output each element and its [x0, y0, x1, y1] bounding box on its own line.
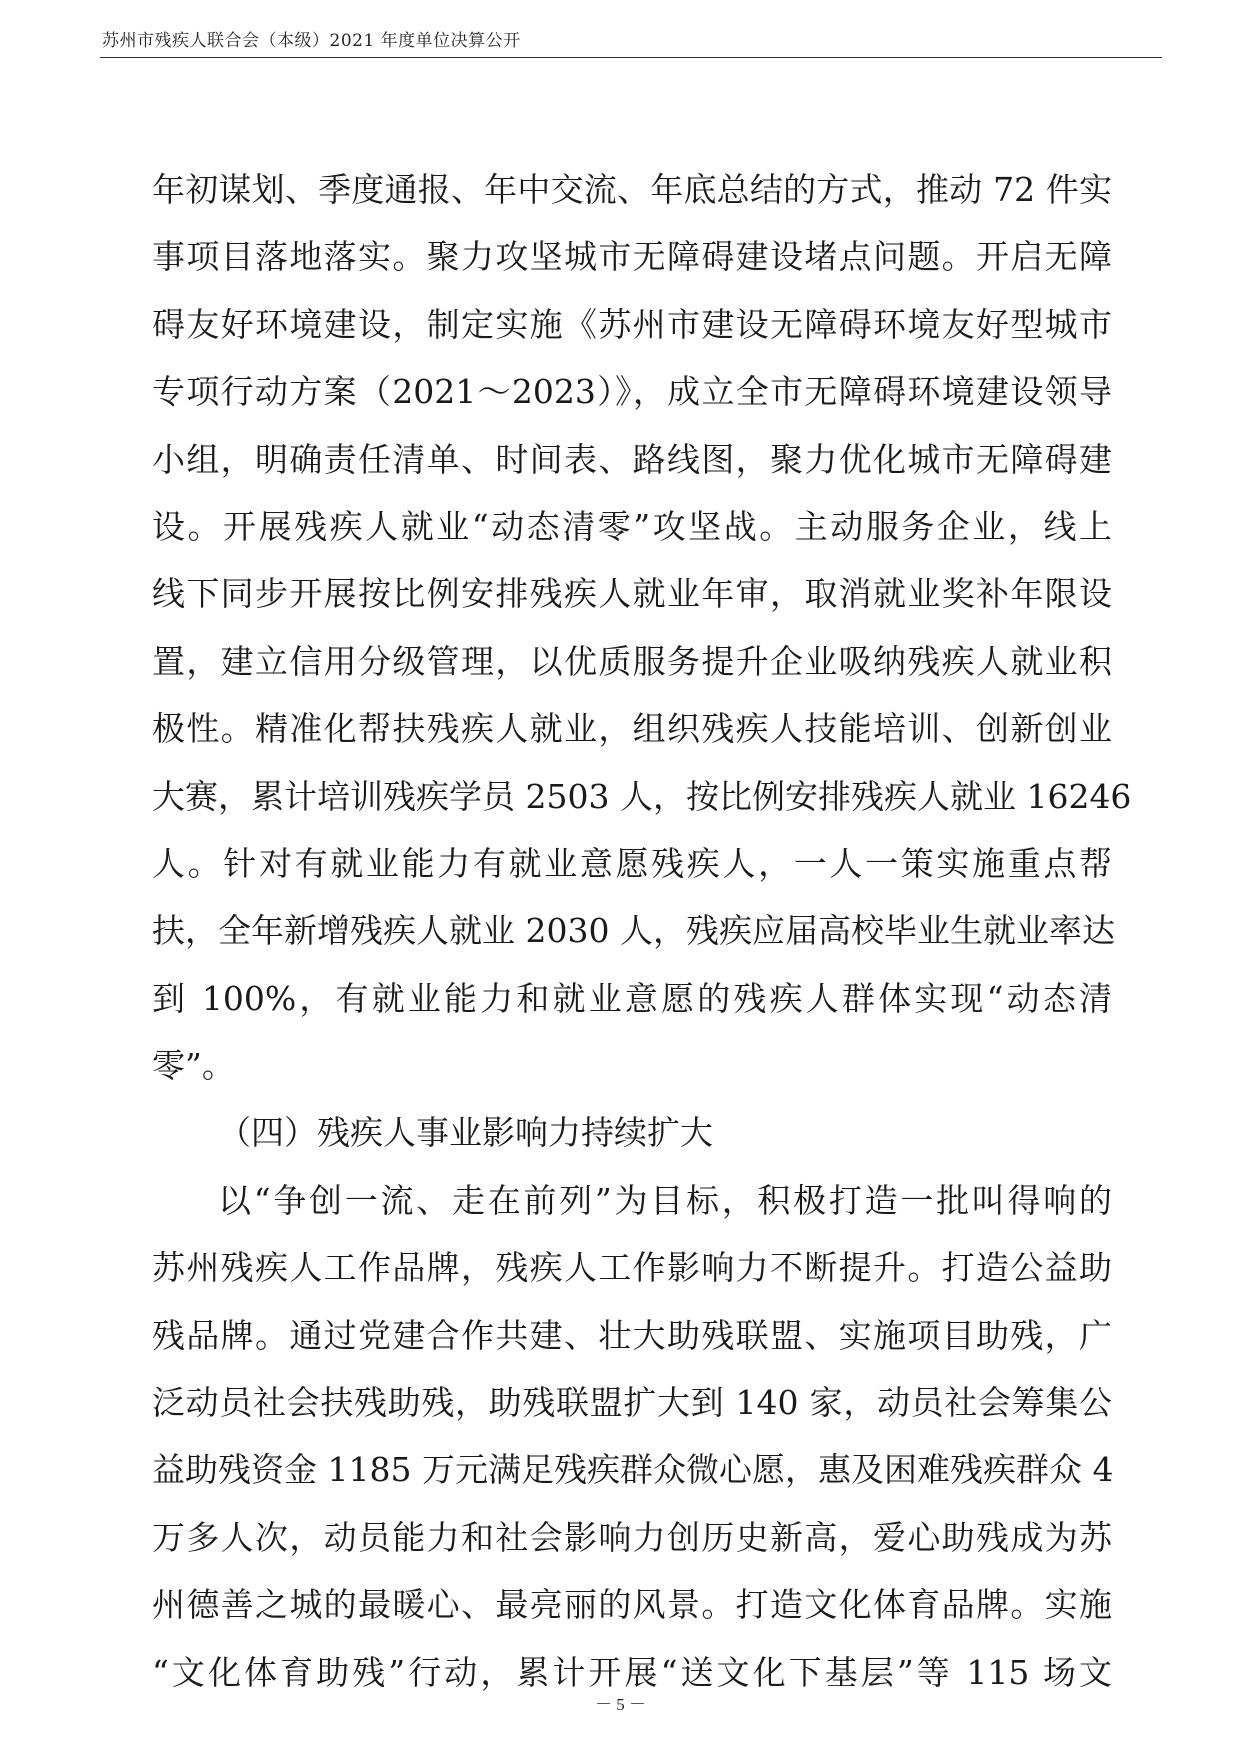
text-line: 苏州残疾人工作品牌，残疾人工作影响力不断提升。打造公益助 — [152, 1248, 1112, 1288]
text-line: 人。针对有就业能力有就业意愿残疾人，一人一策实施重点帮 — [152, 843, 1112, 883]
document-body — [152, 156, 1132, 1706]
text-line: 小组，明确责任清单、时间表、路线图，聚力优化城市无障碍建 — [152, 439, 1112, 479]
text-line: 碍友好环境建设，制定实施《苏州市建设无障碍环境友好型城市 — [152, 304, 1112, 344]
text-line: 零”。 — [152, 1046, 235, 1086]
text-line: 线下同步开展按比例安排残疾人就业年审，取消就业奖补年限设 — [152, 574, 1112, 614]
text-line: 益助残资金 1185 万元满足残疾群众微心愿，惠及困难残疾群众 4 — [152, 1450, 1114, 1490]
text-line: 大赛，累计培训残疾学员 2503 人，按比例安排残疾人就业 16246 — [152, 776, 1132, 816]
text-line: 州德善之城的最暖心、最亮丽的风景。打造文化体育品牌。实施 — [152, 1585, 1112, 1625]
section-heading: （四）残疾人事业影响力持续扩大 — [218, 1113, 713, 1153]
text-line: 扶，全年新增残疾人就业 2030 人，残疾应届高校毕业生就业率达 — [152, 911, 1115, 951]
text-line: 设。开展残疾人就业“动态清零”攻坚战。主动服务企业，线上 — [152, 506, 1112, 546]
text-line: 置，建立信用分级管理，以优质服务提升企业吸纳残疾人就业积 — [152, 641, 1112, 681]
text-line: 到 100%，有就业能力和就业意愿的残疾人群体实现“动态清 — [152, 978, 1112, 1018]
text-line: 泛动员社会扶残助残，助残联盟扩大到 140 家，动员社会筹集公 — [152, 1383, 1112, 1423]
text-line: 极性。精准化帮扶残疾人就业，组织残疾人技能培训、创新创业 — [152, 709, 1112, 749]
text-line: “文化体育助残”行动，累计开展“送文化下基层”等 115 场文 — [152, 1652, 1112, 1692]
text-line: 年初谋划、季度通报、年中交流、年底总结的方式，推动 72 件实 — [152, 170, 1112, 209]
page-number: － 5 － — [595, 1695, 646, 1714]
text-line: 残品牌。通过党建合作共建、壮大助残联盟、实施项目助残，广 — [152, 1315, 1112, 1355]
text-line: 专项行动方案（2021～2023）》，成立全市无障碍环境建设领导 — [152, 372, 1112, 412]
header-divider — [100, 57, 1162, 58]
text-line: 万多人次，动员能力和社会影响力创历史新高，爱心助残成为苏 — [152, 1517, 1112, 1557]
page-header: 苏州市残疾人联合会（本级）2021 年度单位决算公开 — [102, 31, 521, 51]
text-line: 以“争创一流、走在前列”为目标，积极打造一批叫得响的 — [218, 1180, 1112, 1220]
text-line: 事项目落地落实。聚力攻坚城市无障碍建设堵点问题。开启无障 — [152, 237, 1112, 277]
